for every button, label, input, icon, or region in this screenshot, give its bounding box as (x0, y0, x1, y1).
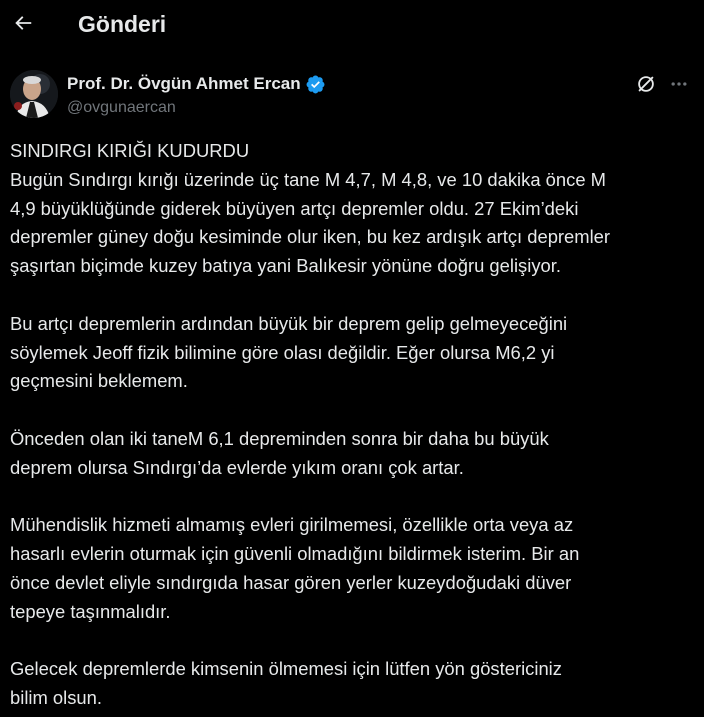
top-bar (0, 0, 704, 50)
post-text-line: bilim olsun. (10, 687, 102, 709)
grok-button[interactable] (634, 72, 658, 96)
page-title: Gönderi (78, 11, 167, 37)
post-text-line: hasarlı evlerin oturmak için güvenli olmadığını bildirmek isterim. Bir an (10, 543, 580, 565)
verified-badge-icon[interactable] (305, 74, 326, 95)
post-text-line: 4,9 büyüklüğünde giderek büyüyen artçı depremler oldu. 27 Ekim’deki (10, 197, 579, 219)
post-text-line: tepeye taşınmalıdır. (10, 600, 171, 622)
paragraph-gap (10, 627, 694, 656)
post-text-line: Önceden olan iki taneM 6,1 depreminden sonra bir daha bu büyük (10, 427, 549, 449)
paragraph-gap (10, 396, 694, 425)
post-text-line: Gelecek depremlerde kimsenin ölmemesi için lütfen yön göstericiniz (10, 658, 562, 680)
avatar-photo (10, 70, 58, 118)
back-button[interactable] (6, 6, 40, 40)
post-text-line: SINDIRGI KIRIĞI KUDURDU (10, 140, 250, 161)
paragraph-gap (10, 281, 694, 310)
post-text-line: geçmesini beklemem. (10, 370, 188, 392)
grok-slash-circle-icon (635, 73, 657, 95)
more-horizontal-icon (669, 74, 689, 94)
more-button[interactable] (665, 72, 693, 96)
author-handle[interactable]: @ovgunaercan (67, 99, 176, 116)
author-name[interactable] (67, 73, 326, 95)
post-text-line: şaşırtan biçimde kuzey batıya yani Balıkesir yönüne doğru gelişiyor. (10, 255, 561, 277)
avatar[interactable] (10, 70, 58, 118)
post-author-row (0, 68, 704, 124)
post-text-line: Mühendislik hizmeti almamış evleri girilmemesi, özellikle orta veya az (10, 514, 574, 536)
arrow-left-icon (12, 12, 34, 34)
post-text-line: Bu artçı depremlerin ardından büyük bir deprem gelip gelmeyeceğini (10, 312, 568, 334)
post-text-line: söylemek Jeoff fizik bilimine göre olası değildir. Eğer olursa M6,2 yi (10, 341, 555, 363)
post-text-line: depremler güney doğu kesiminde olur iken, bu kez ardışık artçı depremler (10, 226, 611, 248)
post-text-line: deprem olursa Sındırgı’da evlerde yıkım oranı çok artar. (10, 456, 464, 478)
post-text-line: Bugün Sındırgı kırığı üzerinde üç tane M 4,7, M 4,8, ve 10 dakika önce M (10, 168, 606, 190)
post-text (10, 137, 694, 713)
author-name-text: Prof. Dr. Övgün Ahmet Ercan (67, 74, 301, 93)
paragraph-gap (10, 483, 694, 512)
post-text-line: önce devlet eliyle sındırgıda hasar gören yerler kuzeydoğudaki düver (10, 571, 572, 593)
